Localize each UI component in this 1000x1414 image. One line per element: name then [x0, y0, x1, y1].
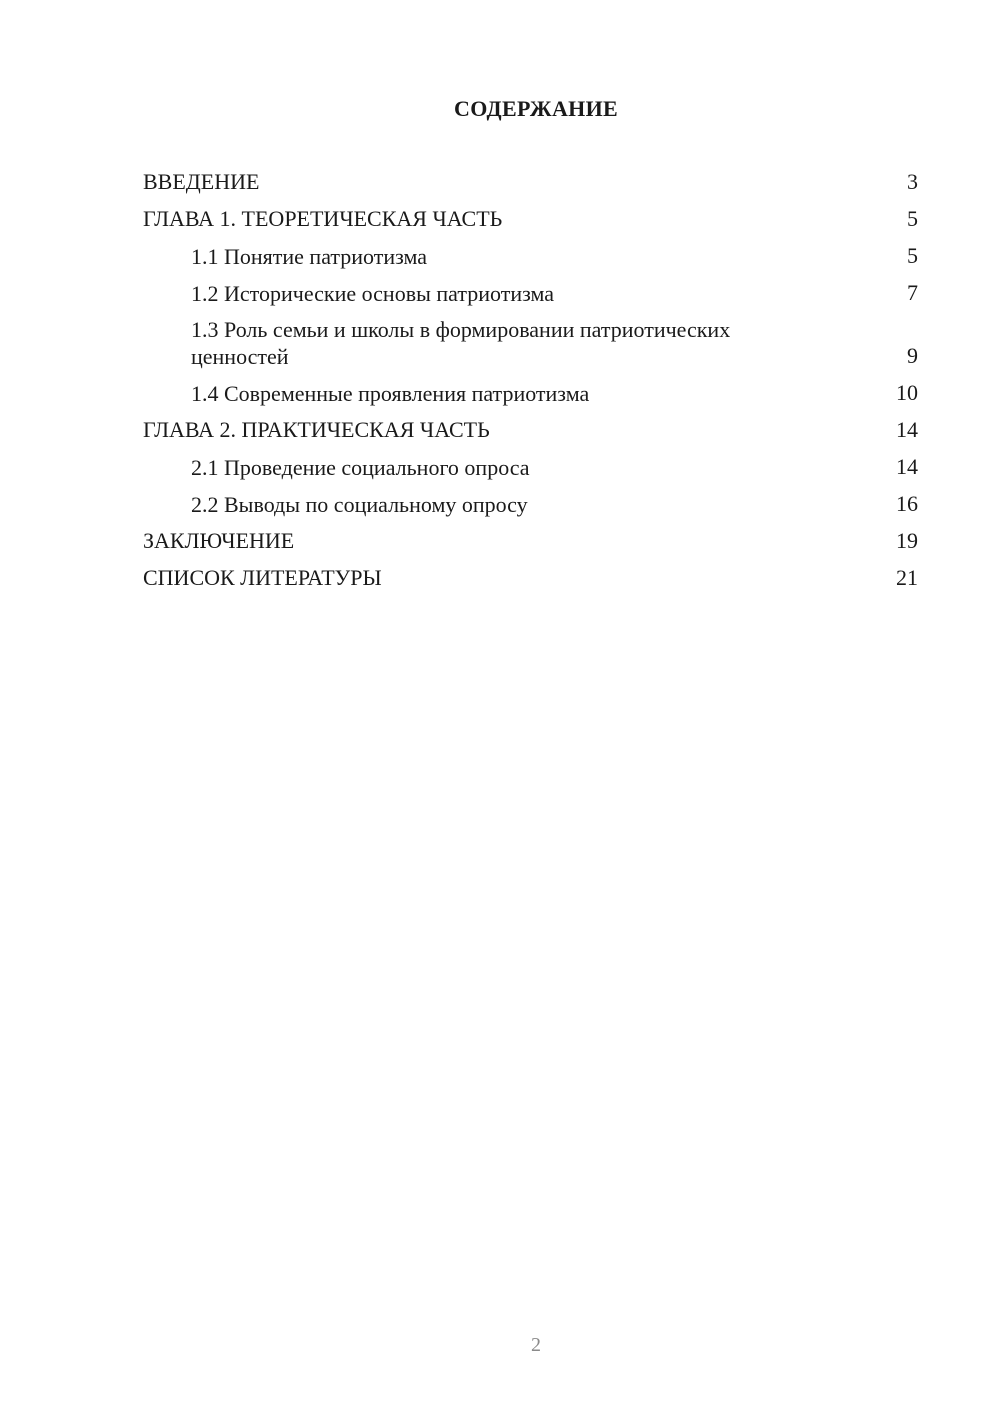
toc-entry-page: 10: [896, 380, 918, 405]
toc-entry-introduction: [143, 168, 918, 196]
toc-entry-page: 5: [907, 206, 918, 231]
toc-entry-label: ГЛАВА 2. ПРАКТИЧЕСКАЯ ЧАСТЬ: [143, 417, 490, 442]
toc-entry-label: СПИСОК ЛИТЕРАТУРЫ: [143, 565, 382, 590]
toc-entry-page: 9: [907, 343, 918, 368]
toc-entry-page: 21: [896, 565, 918, 590]
toc-entry-label: ЗАКЛЮЧЕНИЕ: [143, 528, 295, 553]
toc-entry-chapter-2: [143, 416, 918, 444]
toc-entry-label: 1.1 Понятие патриотизма: [191, 244, 428, 269]
toc-entry-chapter-1: [143, 205, 918, 233]
toc-entry-page: 19: [896, 528, 918, 553]
toc-entry-page: 7: [907, 280, 918, 305]
toc-entry-label: 2.1 Проведение социального опроса: [191, 455, 530, 480]
toc-entry-section-2-2: [143, 490, 918, 518]
toc-entry-conclusion: [143, 527, 918, 555]
table-of-contents: [143, 168, 918, 601]
toc-entry-page: 14: [896, 454, 918, 479]
toc-entry-section-1-3: [143, 316, 918, 370]
toc-entry-section-2-1: [143, 453, 918, 481]
toc-entry-label: ВВЕДЕНИЕ: [143, 169, 260, 194]
toc-entry-label: 2.2 Выводы по социальному опросу: [191, 492, 528, 517]
toc-entry-references: [143, 564, 918, 592]
toc-entry-label: 1.2 Исторические основы патриотизма: [191, 281, 555, 306]
toc-entry-section-1-1: [143, 242, 918, 270]
toc-entry-section-1-4: [143, 379, 918, 407]
toc-entry-page: 14: [896, 417, 918, 442]
toc-entry-page: 3: [907, 169, 918, 194]
toc-entry-label: 1.3 Роль семьи и школы в формировании патриотических ценностей: [191, 317, 731, 369]
page-number: 2: [531, 1334, 541, 1356]
toc-entry-page: 16: [896, 491, 918, 516]
toc-entry-page: 5: [907, 243, 918, 268]
toc-entry-label: 1.4 Современные проявления патриотизма: [191, 381, 590, 406]
toc-entry-section-1-2: [143, 279, 918, 307]
toc-title: СОДЕРЖАНИЕ: [454, 96, 618, 121]
toc-entry-label: ГЛАВА 1. ТЕОРЕТИЧЕСКАЯ ЧАСТЬ: [143, 206, 503, 231]
